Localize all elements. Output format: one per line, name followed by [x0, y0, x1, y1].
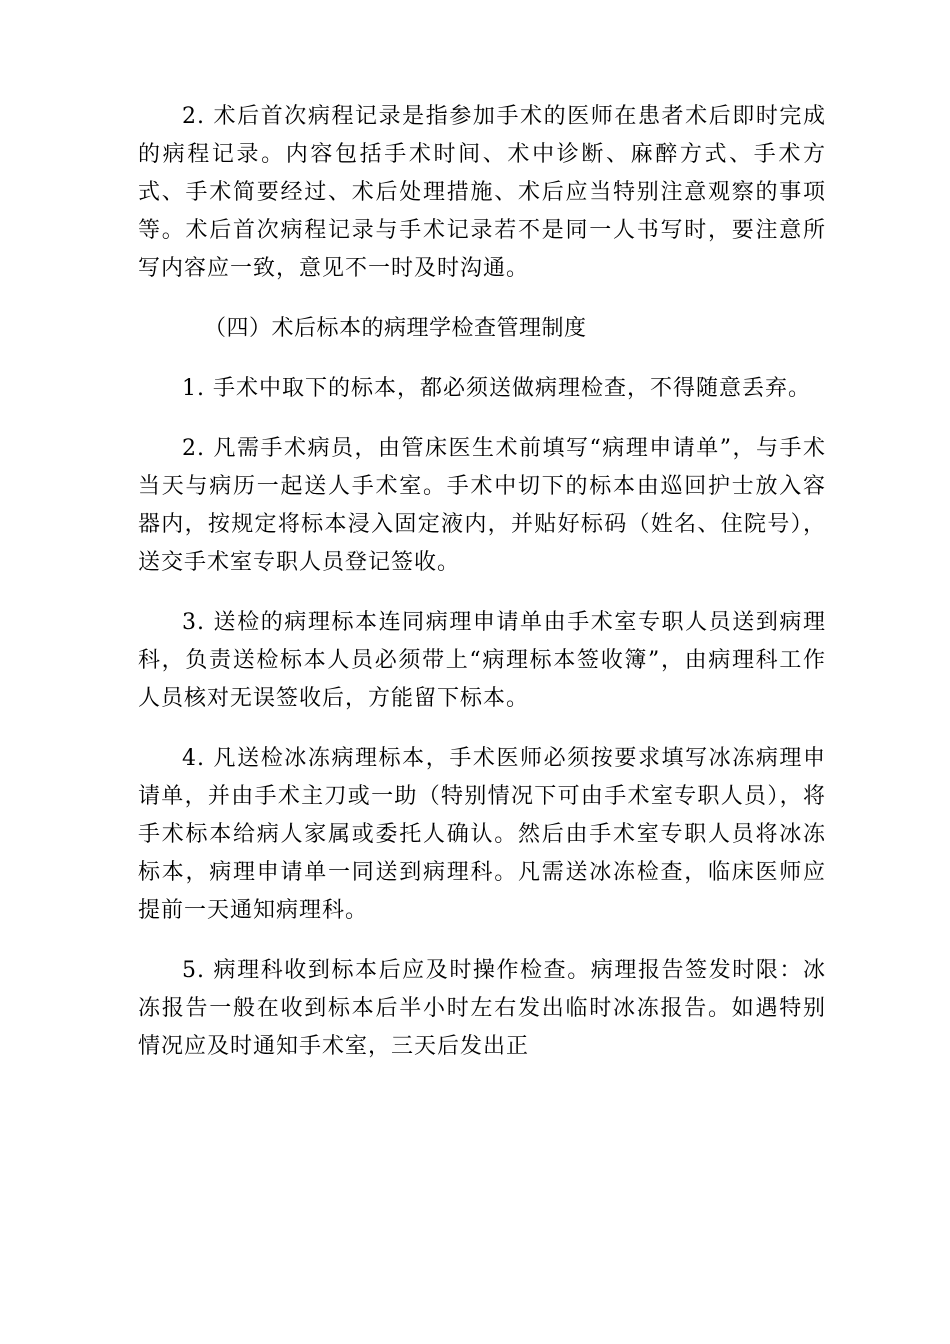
- document-page: [138, 98, 826, 1088]
- paragraph-rule-4: 4. 凡送检冰冻病理标本，手术医师必须按要求填写冰冻病理申请单，并由手术主刀或一助（特别情况下可由手术室专职人员），将手术标本给病人家属或委托人确认。然后由手术室专职人员将冰冻标本，病理申请单一同送到病理科。凡需送冰冻检查，临床医师应提前一天通知病理科。: [138, 746, 826, 923]
- paragraph-postop-first-record: 2. 术后首次病程记录是指参加手术的医师在患者术后即时完成的病程记录。内容包括手术时间、术中诊断、麻醉方式、手术方式、手术简要经过、术后处理措施、术后应当特别注意观察的事项等。术后首次病程记录与手术记录若不是同一人书写时，要注意所写内容应一致，意见不一时及时沟通。: [138, 104, 826, 281]
- paragraph-rule-1: 1. 手术中取下的标本，都必须送做病理检查，不得随意丢弃。: [182, 376, 811, 401]
- paragraph-rule-5: 5. 病理科收到标本后应及时操作检查。病理报告签发时限：冰冻报告一般在收到标本后半小时左右发出临时冰冻报告。如遇特别情况应及时通知手术室，三天后发出正: [138, 958, 826, 1059]
- paragraph-rule-3: 3. 送检的病理标本连同病理申请单由手术室专职人员送到病理科，负责送检标本人员必须带上“病理标本签收簿”，由病理科工作人员核对无误签收后，方能留下标本。: [138, 610, 826, 711]
- section-heading-pathology: （四）术后标本的病理学检查管理制度: [204, 316, 587, 341]
- paragraph-rule-2: 2. 凡需手术病员，由管床医生术前填写“病理申请单”，与手术当天与病历一起送人手术室。手术中切下的标本由巡回护士放入容器内，按规定将标本浸入固定液内，并贴好标码（姓名、住院号），送交手术室专职人员登记签收。: [138, 436, 826, 575]
